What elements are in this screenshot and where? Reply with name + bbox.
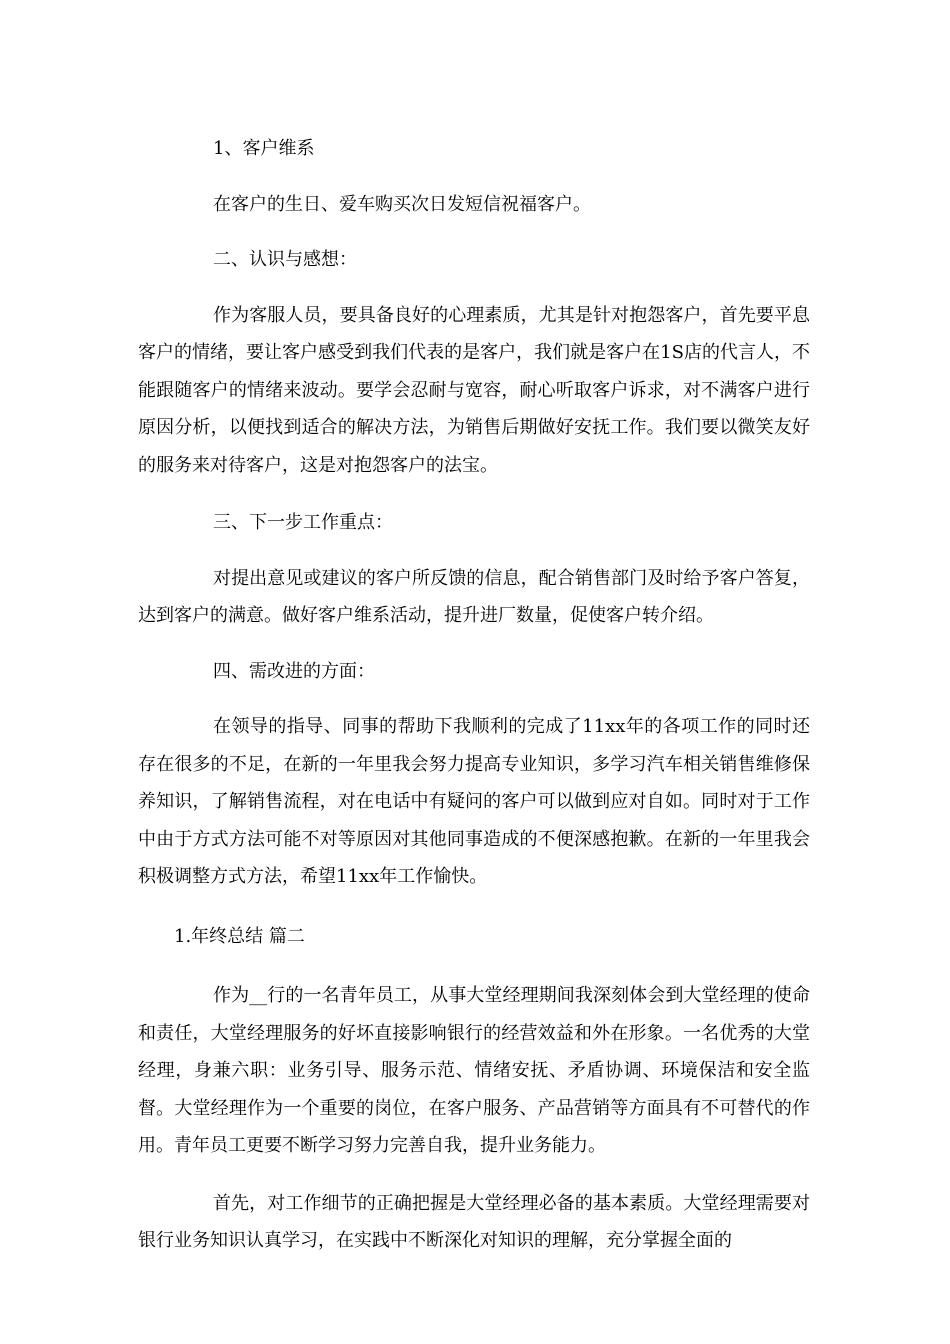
paragraph: 在客户的生日、爱车购买次日发短信祝福客户。 (213, 193, 591, 215)
paragraph: 首先，对工作细节的正确把握是大堂经理必备的基本素质。大堂经理需要对银行业务知识认真学习，在实践中不断深化对知识的理解，充分掌握全面的 (138, 1192, 810, 1251)
paragraph: 对提出意见或建议的客户所反馈的信息，配合销售部门及时给予客户答复，达到客户的满意。做好客户维系活动，提升进厂数量，促使客户转介绍。 (138, 567, 810, 626)
paragraph: 作为客服人员，要具备良好的心理素质，尤其是针对抱怨客户，首先要平息客户的情绪，要让客户感受到我们代表的是客户，我们就是客户在1S店的代言人，不能跟随客户的情绪来波动。要学会忍耐与宽容，耐心听取客户诉求，对不满客户进行原因分析，以便找到适合的解决方法，为销售后期做好安抚工作。我们要以微笑友好的服务来对待客户，这是对抱怨客户的法宝。 (138, 304, 810, 476)
section-item-heading: 1、客户维系 (213, 138, 315, 159)
chapter-heading: 1.年终总结 篇二 (174, 925, 305, 947)
section-heading: 二、认识与感想： (213, 249, 357, 270)
document-body (138, 130, 810, 1260)
section-heading: 三、下一步工作重点： (213, 512, 393, 533)
paragraph: 作为__行的一名青年员工，从事大堂经理期间我深刻体会到大堂经理的使命和责任，大堂经理服务的好坏直接影响银行的经营效益和外在形象。一名优秀的大堂经理，身兼六职：业务引导、服务示范、情绪安抚、矛盾协调、环境保洁和安全监督。大堂经理作为一个重要的岗位，在客户服务、产品营销等方面具有不可替代的作用。青年员工更要不断学习努力完善自我，提升业务能力。 (138, 985, 810, 1156)
paragraph: 在领导的指导、同事的帮助下我顺利的完成了11xx年的各项工作的同时还存在很多的不足，在新的一年里我会努力提高专业知识，多学习汽车相关销售维修保养知识，了解销售流程，对在电话中有疑问的客户可以做到应对自如。同时对于工作中由于方式方法可能不对等原因对其他同事造成的不便深感抱歉。在新的一年里我会积极调整方式方法，希望11xx年工作愉快。 (138, 716, 810, 887)
section-heading: 四、需改进的方面： (213, 660, 375, 682)
